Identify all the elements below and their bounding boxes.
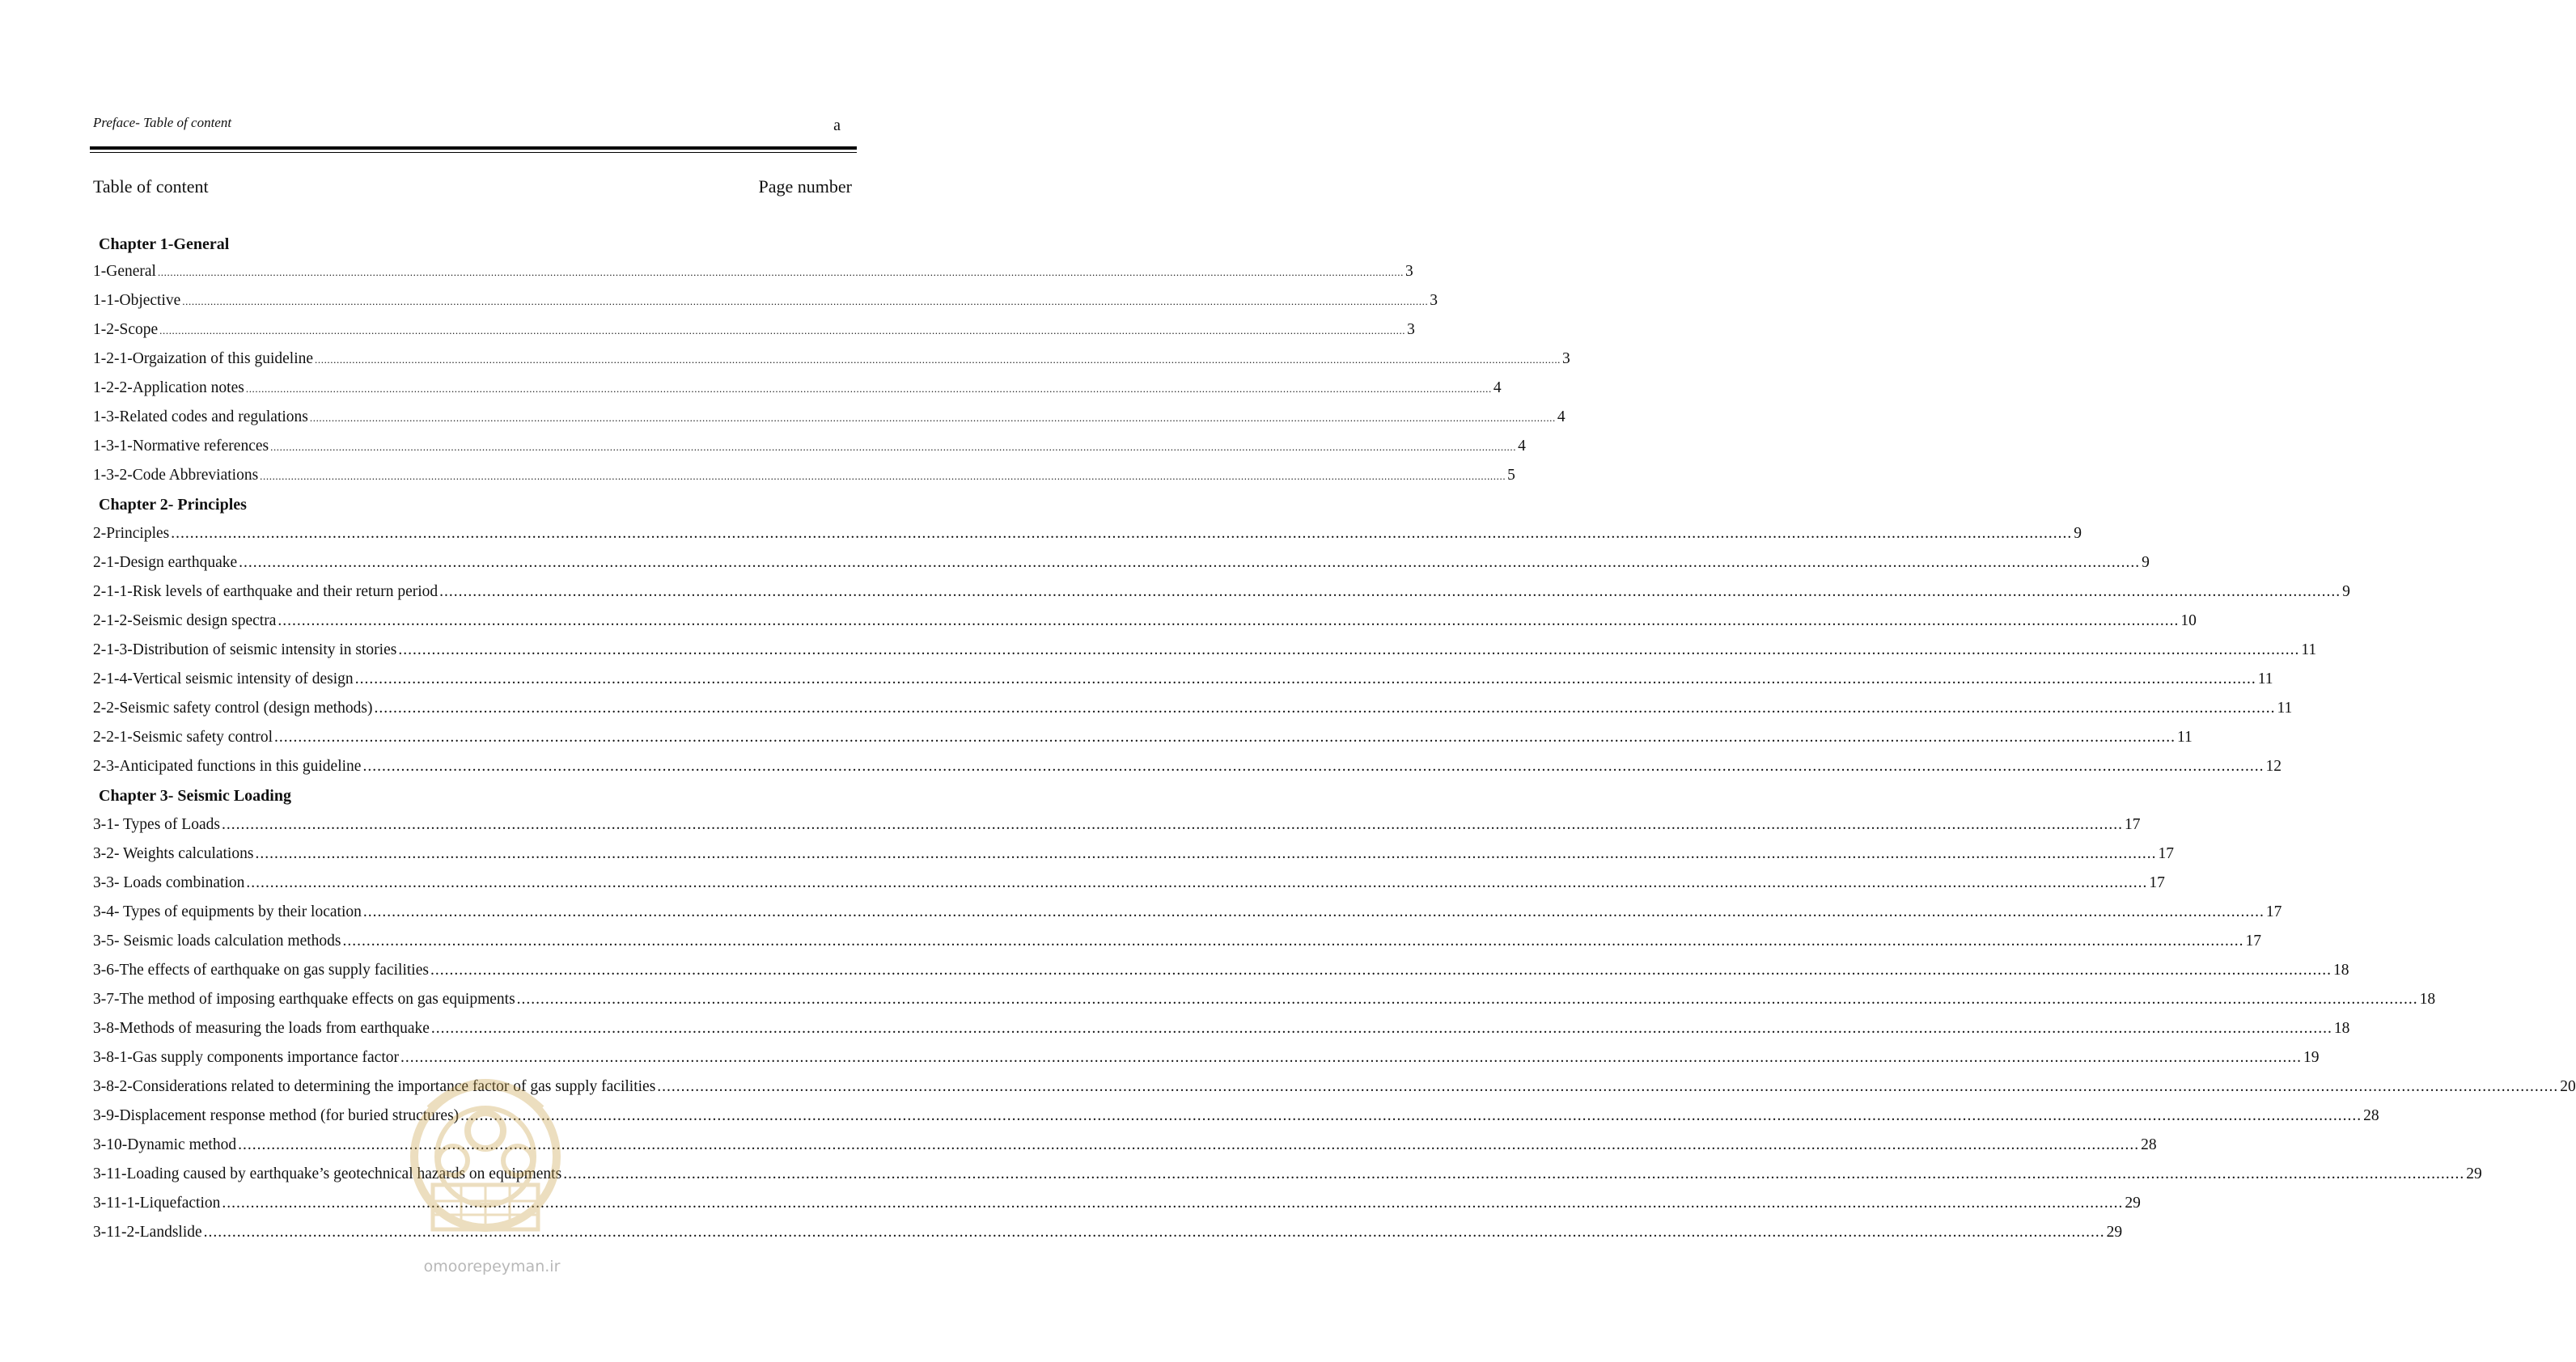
toc-entry-page: 17 <box>2245 933 2262 950</box>
toc-entry-page: 11 <box>2277 700 2293 717</box>
dot-leader: ................................................................................................................................................................................................................................................................................................................................................................................................................ <box>342 933 2244 950</box>
dot-leader: ................................................................................................................................................................................................................................................................................................................................................................................................................ <box>657 1078 2559 1095</box>
toc-entry-title: 2-1-4-Vertical seismic intensity of design <box>93 670 354 687</box>
toc-entry-title: 2-1-1-Risk levels of earthquake and their return period <box>93 583 439 600</box>
toc-entry[interactable] <box>93 1014 2350 1043</box>
toc-entry[interactable] <box>93 315 1415 345</box>
toc-entry-page: 4 <box>1518 438 1526 455</box>
toc-entry-page: 17 <box>2265 903 2282 920</box>
dot-leader: ................................................................................................................................................................................................................................................................................................................................................................................................................ <box>245 383 1492 395</box>
toc-entry[interactable] <box>93 519 2082 548</box>
dot-leader: ................................................................................................................................................................................................................................................................................................................................................................................................................ <box>362 758 2265 775</box>
toc-entry-page: 17 <box>2149 874 2165 891</box>
toc-entry-page: 29 <box>2466 1165 2482 1182</box>
toc-entry[interactable] <box>93 927 2262 956</box>
toc-entry-page: 29 <box>2106 1224 2123 1241</box>
toc-entry-title: 2-3-Anticipated functions in this guideline <box>93 758 362 775</box>
toc-entry-title: 3-5- Seismic loads calculation methods <box>93 933 341 950</box>
dot-leader: ................................................................................................................................................................................................................................................................................................................................................................................................................ <box>182 295 1429 307</box>
dot-leader: ................................................................................................................................................................................................................................................................................................................................................................................................................ <box>203 1224 2105 1241</box>
toc-entry[interactable] <box>93 723 2193 752</box>
toc-entry-title: 2-2-1-Seismic safety control <box>93 729 273 746</box>
toc-entry-page: 3 <box>1405 263 1413 280</box>
toc-entry-title: 3-11-1-Liquefaction <box>93 1195 221 1212</box>
toc-entry-page: 9 <box>2142 554 2150 571</box>
toc-entry[interactable] <box>93 577 2350 607</box>
toc-entry-title: 1-1-Objective <box>93 292 181 309</box>
toc-entry-title: 1-3-Related codes and regulations <box>93 408 308 425</box>
dot-leader: ................................................................................................................................................................................................................................................................................................................................................................................................................ <box>270 441 1517 453</box>
toc-entry-page: 5 <box>1507 467 1515 484</box>
toc-entry[interactable] <box>93 461 1515 490</box>
toc-entry[interactable] <box>93 810 2141 840</box>
toc-entry[interactable] <box>93 869 2165 898</box>
toc-entry-title: 3-8-1-Gas supply components importance factor <box>93 1049 399 1066</box>
toc-entry-page: 3 <box>1430 292 1438 309</box>
toc-entry-title: 1-2-1-Orgaization of this guideline <box>93 350 314 367</box>
toc-entry[interactable] <box>93 345 1570 374</box>
dot-leader: ................................................................................................................................................................................................................................................................................................................................................................................................................ <box>255 845 2157 862</box>
toc-entry-page: 4 <box>1557 408 1566 425</box>
toc-entry-title: 3-2- Weights calculations <box>93 845 254 862</box>
toc-entry-title: 2-1-3-Distribution of seismic intensity in stories <box>93 641 397 658</box>
toc-entry-title: 1-2-Scope <box>93 321 159 338</box>
toc-entry-title: 1-General <box>93 263 156 280</box>
dot-leader: ................................................................................................................................................................................................................................................................................................................................................................................................................ <box>398 641 2300 658</box>
toc-entry[interactable] <box>93 665 2273 694</box>
toc-entry-page: 20 <box>2560 1078 2576 1095</box>
dot-leader: ................................................................................................................................................................................................................................................................................................................................................................................................................ <box>239 554 2141 571</box>
toc-entry-title: 3-7-The method of imposing earthquake effects on gas equipments <box>93 991 515 1008</box>
toc-entry-page: 11 <box>2177 729 2193 746</box>
toc-entry[interactable] <box>93 607 2197 636</box>
toc-entry-title: 2-1-2-Seismic design spectra <box>93 612 277 629</box>
dot-leader: ................................................................................................................................................................................................................................................................................................................................................................................................................ <box>278 612 2180 629</box>
header-rule-thick <box>90 146 857 150</box>
toc-entry-page: 12 <box>2265 758 2282 775</box>
toc-entry-title: 2-Principles <box>93 525 170 542</box>
toc-entry-page: 9 <box>2342 583 2350 600</box>
toc-entry-page: 11 <box>2257 670 2273 687</box>
chapter-heading: Chapter 2- Principles <box>99 496 247 514</box>
toc-entry-title: 2-2-Seismic safety control (design methods) <box>93 700 373 717</box>
page-letter: a <box>833 116 841 134</box>
toc-entry[interactable] <box>93 374 1502 403</box>
toc-entry[interactable] <box>93 636 2317 665</box>
toc-entry-title: 3-10-Dynamic method <box>93 1136 237 1153</box>
toc-entry[interactable] <box>93 956 2349 985</box>
dot-leader: ................................................................................................................................................................................................................................................................................................................................................................................................................ <box>274 729 2176 746</box>
toc-entry-title: 3-11-2-Landslide <box>93 1224 202 1241</box>
toc-heading <box>93 176 852 201</box>
toc-entry[interactable] <box>93 752 2282 781</box>
toc-entry-title: 1-2-2-Application notes <box>93 379 244 396</box>
toc-entry-page: 17 <box>2158 845 2174 862</box>
dot-leader: ................................................................................................................................................................................................................................................................................................................................................................................................................ <box>171 525 2073 542</box>
toc-entry[interactable] <box>93 257 1413 286</box>
dot-leader: ................................................................................................................................................................................................................................................................................................................................................................................................................ <box>157 266 1404 278</box>
toc-entry-page: 4 <box>1493 379 1502 396</box>
toc-entry-title: 3-1- Types of Loads <box>93 816 220 833</box>
header-rule-thin <box>90 152 857 153</box>
toc-entry-page: 3 <box>1562 350 1570 367</box>
dot-leader: ................................................................................................................................................................................................................................................................................................................................................................................................................ <box>222 1195 2124 1212</box>
toc-entry[interactable] <box>93 286 1438 315</box>
toc-entry-page: 19 <box>2303 1049 2320 1066</box>
watermark-url: omoorepeyman.ir <box>423 1258 561 1275</box>
toc-entry-page: 17 <box>2124 816 2141 833</box>
toc-entry-title: 3-6-The effects of earthquake on gas supply facilities <box>93 962 429 979</box>
dot-leader: ................................................................................................................................................................................................................................................................................................................................................................................................................ <box>460 1107 2362 1124</box>
toc-entry[interactable] <box>93 840 2174 869</box>
toc-entry[interactable] <box>93 548 2150 577</box>
dot-leader: ................................................................................................................................................................................................................................................................................................................................................................................................................ <box>354 670 2256 687</box>
running-title: Preface- Table of content <box>93 115 232 130</box>
toc-entry-page: 18 <box>2419 991 2436 1008</box>
toc-entry-title: 3-4- Types of equipments by their location <box>93 903 362 920</box>
toc-entry-page: 18 <box>2333 1020 2350 1037</box>
toc-entry-page: 28 <box>2141 1136 2157 1153</box>
toc-entry[interactable] <box>93 432 1526 461</box>
dot-leader: ................................................................................................................................................................................................................................................................................................................................................................................................................ <box>516 991 2418 1008</box>
dot-leader: ................................................................................................................................................................................................................................................................................................................................................................................................................ <box>246 874 2148 891</box>
dot-leader: ................................................................................................................................................................................................................................................................................................................................................................................................................ <box>563 1165 2465 1182</box>
toc-entry-title: 2-1-Design earthquake <box>93 554 238 571</box>
dot-leader: ................................................................................................................................................................................................................................................................................................................................................................................................................ <box>260 470 1506 482</box>
toc-entry-title: 3-3- Loads combination <box>93 874 245 891</box>
chapter-heading: Chapter 1-General <box>99 235 230 253</box>
toc-entry-title: 1-3-1-Normative references <box>93 438 269 455</box>
toc-entry[interactable] <box>93 985 2436 1014</box>
toc-entry-page: 10 <box>2180 612 2197 629</box>
seal-logo-icon <box>396 1060 574 1246</box>
dot-leader: ................................................................................................................................................................................................................................................................................................................................................................................................................ <box>221 816 2123 833</box>
toc-entry[interactable] <box>93 898 2282 927</box>
toc-entry[interactable] <box>93 403 1566 432</box>
toc-entry-title: 3-8-Methods of measuring the loads from earthquake <box>93 1020 430 1037</box>
toc-entry-title: 3-8-2-Considerations related to determining the importance factor of gas supply facilities <box>93 1078 656 1095</box>
toc-entry[interactable] <box>93 694 2293 723</box>
toc-entry-page: 11 <box>2301 641 2317 658</box>
page-number-heading: Page number <box>758 176 852 197</box>
dot-leader: ................................................................................................................................................................................................................................................................................................................................................................................................................ <box>430 962 2332 979</box>
dot-leader: ................................................................................................................................................................................................................................................................................................................................................................................................................ <box>430 1020 2332 1037</box>
dot-leader: ................................................................................................................................................................................................................................................................................................................................................................................................................ <box>374 700 2276 717</box>
running-header <box>93 115 845 136</box>
dot-leader: ................................................................................................................................................................................................................................................................................................................................................................................................................ <box>400 1049 2302 1066</box>
toc-title: Table of content <box>93 176 209 197</box>
dot-leader: ................................................................................................................................................................................................................................................................................................................................................................................................................ <box>315 353 1561 366</box>
toc-entry-title: 1-3-2-Code Abbreviations <box>93 467 259 484</box>
toc-entry-page: 3 <box>1407 321 1415 338</box>
toc-entry-page: 18 <box>2332 962 2349 979</box>
dot-leader: ................................................................................................................................................................................................................................................................................................................................................................................................................ <box>238 1136 2140 1153</box>
dot-leader: ................................................................................................................................................................................................................................................................................................................................................................................................................ <box>159 324 1406 336</box>
chapter-heading: Chapter 3- Seismic Loading <box>99 787 291 805</box>
toc-entry-page: 28 <box>2363 1107 2379 1124</box>
dot-leader: ................................................................................................................................................................................................................................................................................................................................................................................................................ <box>362 903 2265 920</box>
dot-leader: ................................................................................................................................................................................................................................................................................................................................................................................................................ <box>309 412 1556 424</box>
dot-leader: ................................................................................................................................................................................................................................................................................................................................................................................................................ <box>439 583 2341 600</box>
toc-entry-page: 29 <box>2125 1195 2141 1212</box>
toc-entry-title: 3-9-Displacement response method (for buried structures) <box>93 1107 460 1124</box>
toc-entry-title: 3-11-Loading caused by earthquake’s geotechnical hazards on equipments <box>93 1165 562 1182</box>
toc-entry-page: 9 <box>2074 525 2082 542</box>
